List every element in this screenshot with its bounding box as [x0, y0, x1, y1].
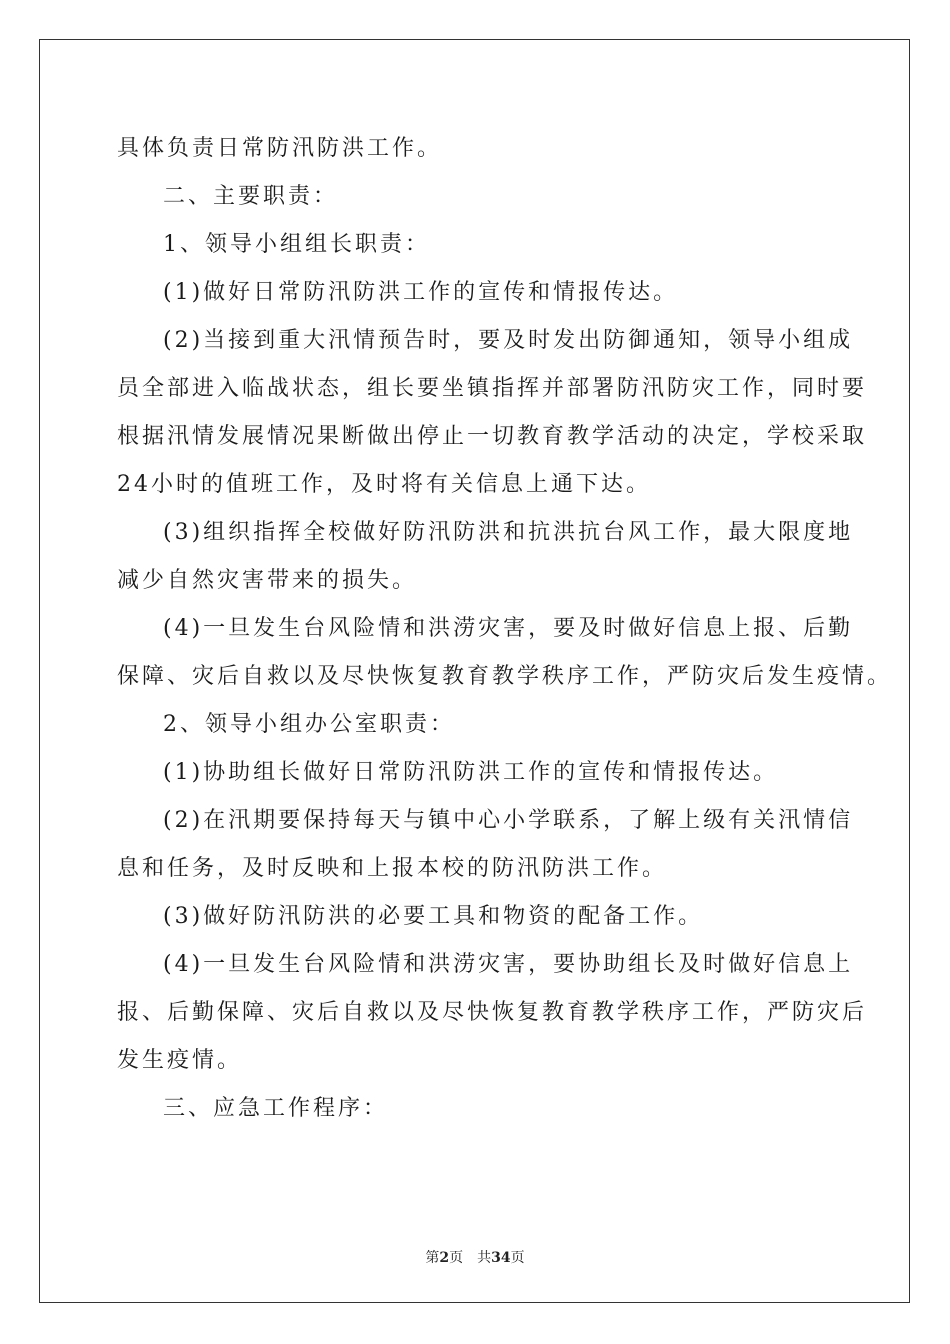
document-body	[117, 129, 893, 1137]
paragraph-line: 员全部进入临战状态，组长要坐镇指挥并部署防汛防灾工作，同时要	[117, 376, 868, 401]
paragraph-line: (3)做好防汛防洪的必要工具和物资的配备工作。	[163, 904, 704, 929]
paragraph-line: 具体负责日常防汛防洪工作。	[117, 136, 443, 161]
paragraph-line: (3)组织指挥全校做好防汛防洪和抗洪抗台风工作，最大限度地	[163, 520, 854, 545]
paragraph-line: 减少自然灾害带来的损失。	[117, 568, 418, 593]
paragraph-line: (2)在汛期要保持每天与镇中心小学联系，了解上级有关汛情信	[163, 808, 854, 833]
paragraph-line: (2)当接到重大汛情预告时，要及时发出防御通知，领导小组成	[163, 328, 854, 353]
paragraph-line: 保障、灾后自救以及尽快恢复教育教学秩序工作，严防灾后发生疫情。	[117, 664, 893, 689]
paragraph-line: (1)做好日常防汛防洪工作的宣传和情报传达。	[163, 280, 679, 305]
paragraph-line: 发生疫情。	[117, 1048, 243, 1073]
section-heading-emergency-procedure: 三、应急工作程序：	[163, 1096, 389, 1121]
section-heading-main-duties: 二、主要职责：	[163, 184, 339, 209]
paragraph-line: 息和任务，及时反映和上报本校的防汛防洪工作。	[117, 856, 668, 881]
total-prefix: 共	[477, 1250, 492, 1266]
paragraph-line: (4)一旦发生台风险情和洪涝灾害，要及时做好信息上报、后勤	[163, 616, 854, 641]
page-suffix: 页	[449, 1250, 464, 1266]
page-footer	[0, 1247, 950, 1267]
subsection-heading-leader: 1、领导小组组长职责：	[163, 232, 430, 257]
paragraph-line: (4)一旦发生台风险情和洪涝灾害，要协助组长及时做好信息上	[163, 952, 854, 977]
paragraph-line: 根据汛情发展情况果断做出停止一切教育教学活动的决定，学校采取	[117, 424, 868, 449]
total-suffix: 页	[510, 1250, 525, 1266]
page-number: 2	[439, 1250, 450, 1266]
paragraph-line: 报、后勤保障、灾后自救以及尽快恢复教育教学秩序工作，严防灾后	[117, 1000, 868, 1025]
total-pages: 34	[491, 1250, 511, 1266]
paragraph-line: 24小时的值班工作，及时将有关信息上通下达。	[117, 472, 651, 497]
paragraph-line: (1)协助组长做好日常防汛防洪工作的宣传和情报传达。	[163, 760, 779, 785]
subsection-heading-office: 2、领导小组办公室职责：	[163, 712, 455, 737]
page-prefix: 第	[425, 1250, 440, 1266]
